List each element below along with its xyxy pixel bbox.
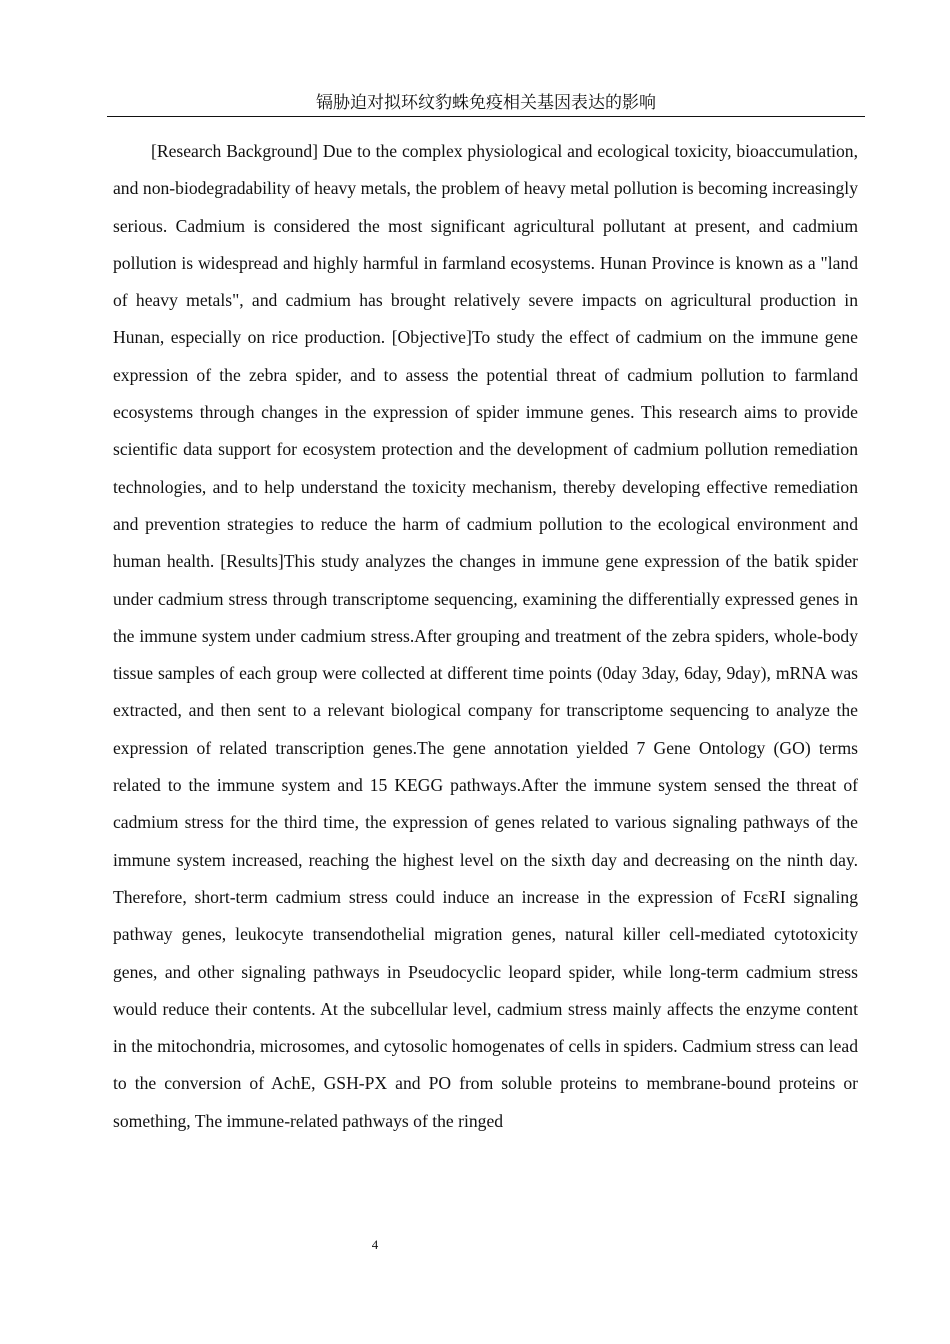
- running-header-title: 镉胁迫对拟环纹豹蛛免疫相关基因表达的影响: [107, 90, 865, 117]
- abstract-paragraph: [113, 133, 858, 1140]
- page-number: 4: [371, 1237, 379, 1252]
- background-text: Due to the complex physiological and ecological toxicity, bioaccumulation, and non-biodegradability of heavy metals, the problem of heavy metal pollution is becoming increasingly serious. Cadmium is considered the most significant agricultural pollutant at present, and cadmium pollution is widespread and highly harmful in farmland ecosystems. Hunan Province is known as a "land of heavy metals", and cadmium has brought relatively severe impacts on agricultural production in Hunan, especially on rice production.: [113, 141, 858, 348]
- objective-label: [Objective]: [391, 327, 472, 348]
- objective-text: To study the effect of cadmium on the immune gene expression of the zebra spider, and to assess the potential threat of cadmium pollution to farmland ecosystems through changes in the expression of spider immune genes. This research aims to provide scientific data support for ecosystem protection and the development of cadmium pollution remediation technologies, and to help understand the toxicity mechanism, thereby developing effective remediation and prevention strategies to reduce the harm of cadmium pollution to the ecological environment and human health.: [113, 327, 858, 572]
- background-label: [Research Background]: [151, 141, 319, 161]
- results-text: This study analyzes the changes in immune gene expression of the batik spider under cadmium stress through transcriptome sequencing, examining the differentially expressed genes in the immune system under cadmium stress.After grouping and treatment of the zebra spiders, whole-body tissue samples of each group were collected at different time points (0day 3day, 6day, 9day), mRNA was extracted, and then sent to a relevant biological company for transcriptome sequencing to analyze the expression of related transcription genes.The gene annotation yielded 7 Gene Ontology (GO) terms related to the immune system and 15 KEGG pathways.After the immune system sensed the threat of cadmium stress for the third time, the expression of genes related to various signaling pathways of the immune system increased, reaching the highest level on the sixth day and decreasing on the ninth day. Therefore, short-term cadmium stress could induce an increase in the expression of FcεRI signaling pathway genes, leukocyte transendothelial migration genes, natural killer cell-mediated cytotoxicity genes, and other signaling pathways in Pseudocyclic leopard spider, while long-term cadmium stress would reduce their contents. At the subcellular level, cadmium stress mainly affects the enzyme content in the mitochondria, microsomes, and cytosolic homogenates of cells in spiders. Cadmium stress can lead to the conversion of AchE, GSH-PX and PO from soluble proteins to membrane-bound proteins or something, The immune-related pathways of the ringed: [113, 551, 858, 1131]
- results-label: [Results]: [220, 551, 284, 572]
